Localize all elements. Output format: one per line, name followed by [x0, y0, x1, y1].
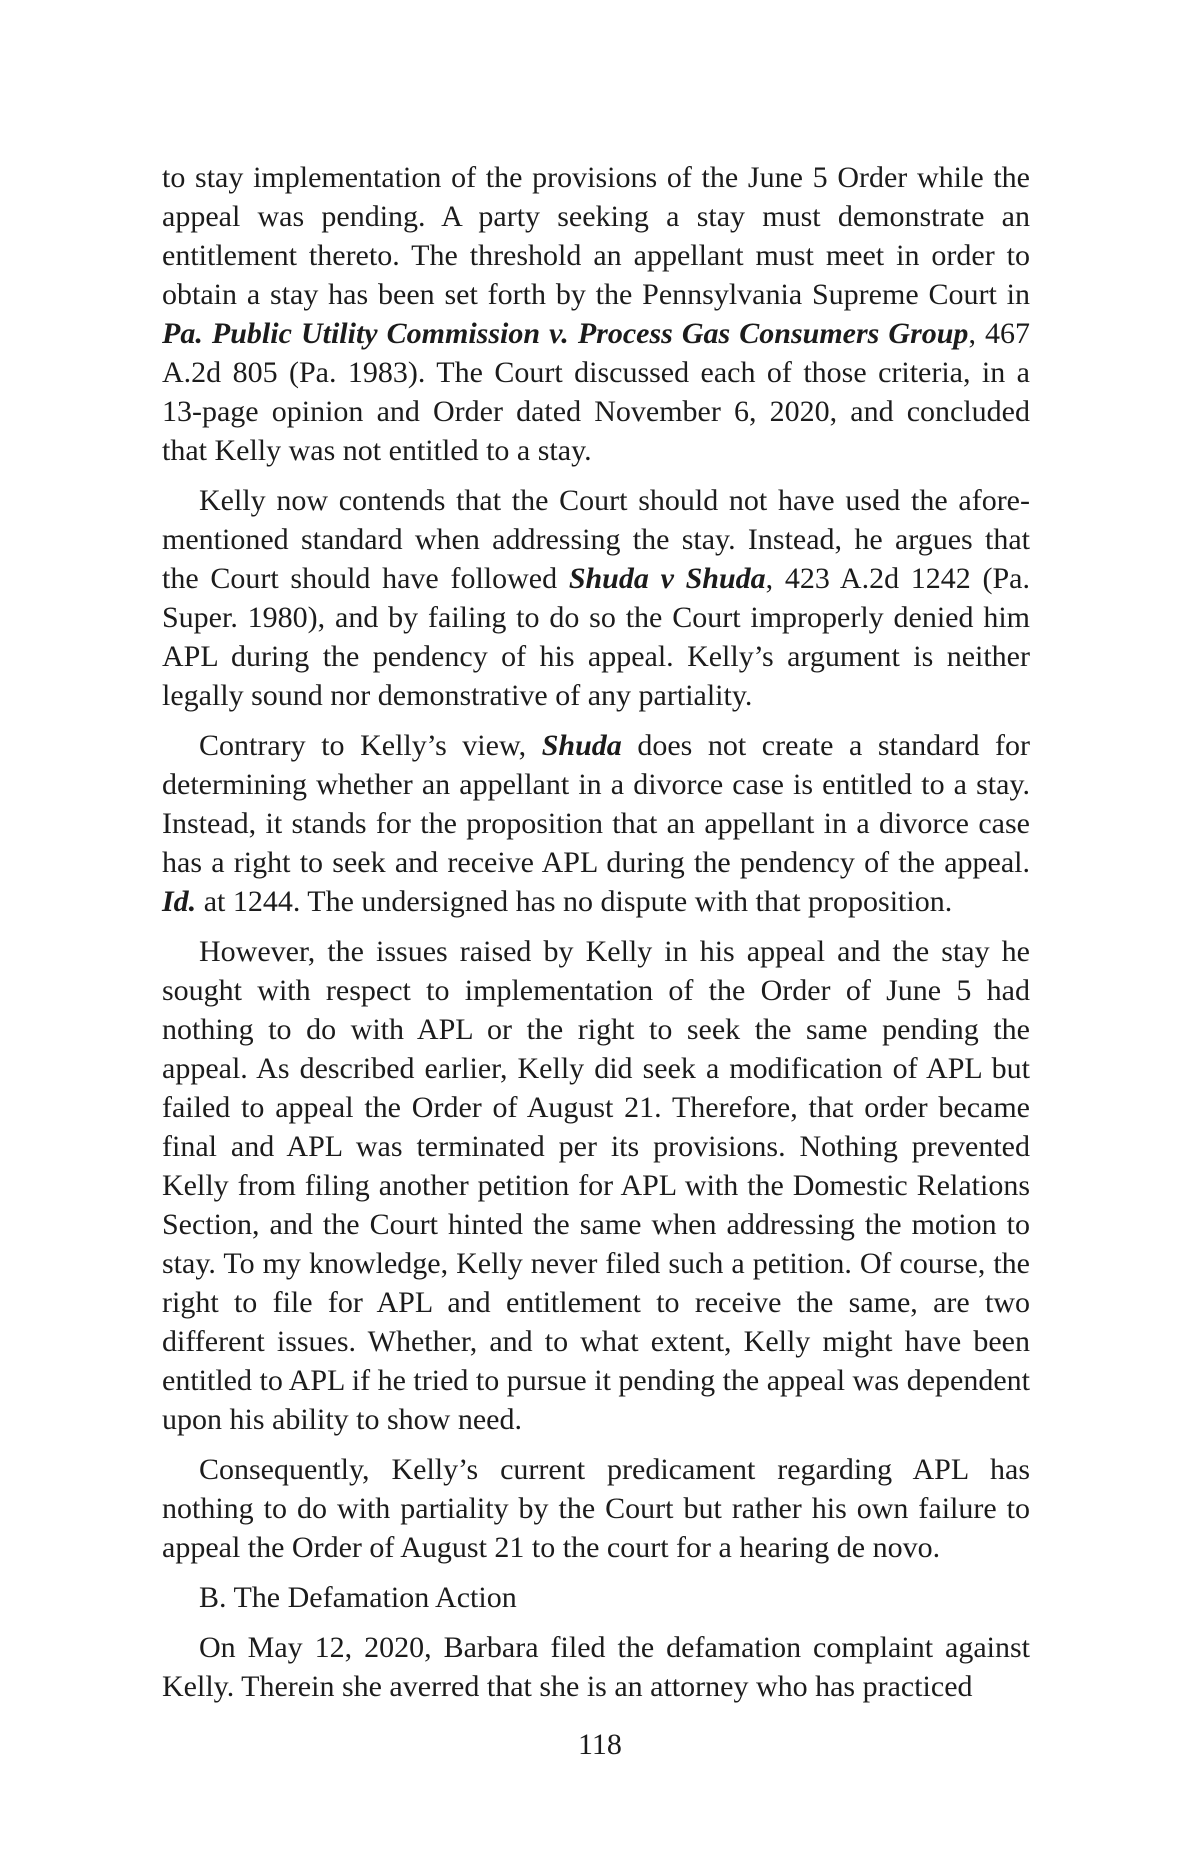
page-number: 118: [578, 1728, 622, 1761]
case-citation: Shuda: [541, 729, 622, 762]
text-run: B. The Defamation Action: [199, 1581, 517, 1614]
case-citation: Shuda v Shuda: [568, 562, 766, 595]
text-run: Consequently, Kelly’s current predicament regarding APL has nothing to do with partiality by the Court but rather his own failure to appeal the Order of August 21 to the court for a hearing de novo.: [162, 1453, 1030, 1564]
text-run: However, the issues raised by Kelly in his appeal and the stay he sought with respect to implementation of the Order of June 5 had nothing to do with APL or the right to seek the same pending the appeal. As described earlier, Kelly did seek a modification of APL but failed to appeal the Order of August 21. Therefore, that order became final and APL was terminated per its provisions. Nothing prevented Kelly from filing another petition for APL with the Domestic Relations Section, and the Court hinted the same when addressing the motion to stay. To my knowledge, Kelly never filed such a petition. Of course, the right to file for APL and entitlement to receive the same, are two different issues. Whether, and to what extent, Kelly might have been entitled to APL if he tried to pursue it pending the appeal was dependent upon his ability to show need.: [162, 935, 1030, 1436]
paragraph: [162, 158, 1030, 470]
paragraph: [162, 1628, 1030, 1706]
paragraph: [162, 481, 1030, 715]
paragraph: [162, 1450, 1030, 1567]
text-run: to stay implementation of the provisions of the June 5 Order while the appeal was pending. A party seeking a stay must demonstrate an entitlement thereto. The threshold an appellant must meet in order to obtain a stay has been set forth by the Pennsylvania Supreme Court in: [162, 161, 1030, 311]
text-run: On May 12, 2020, Barbara filed the defamation complaint against Kelly. Therein she averred that she is an attorney who has practiced: [162, 1631, 1030, 1703]
text-run: , 467 A.2d 805 (Pa. 1983). The Court discussed each of those criteria, in a 13-page opinion and Order dated November 6, 2020, and concluded that Kelly was not entitled to a stay.: [162, 317, 1030, 467]
text-run: Contrary to Kelly’s view,: [199, 729, 542, 762]
text-run: does not create a standard for determining whether an appellant in a divorce case is entitled to a stay. Instead, it stands for the proposition that an appellant in a divorce case has a right to seek and receive APL during the pendency of the appeal.: [162, 729, 1030, 879]
case-citation: Id.: [162, 885, 197, 918]
paragraph: [162, 932, 1030, 1439]
text-run: Kelly now contends that the Court should not have used the aforementioned standard when addressing the stay. Instead, he argues that the Court should have followed: [162, 484, 1030, 595]
paragraph: [162, 1578, 1030, 1617]
paragraph: [162, 726, 1030, 921]
text-run: , 423 A.2d 1242 (Pa. Super. 1980), and by failing to do so the Court improperly denied him APL during the pendency of his appeal. Kelly’s argument is neither legally sound nor demonstrative of any partiality.: [162, 562, 1030, 712]
document-body: [162, 158, 1030, 1706]
case-citation: Pa. Public Utility Commission v. Process Gas Consumers Group: [162, 317, 969, 350]
text-run: at 1244. The undersigned has no dispute with that proposition.: [196, 885, 953, 918]
